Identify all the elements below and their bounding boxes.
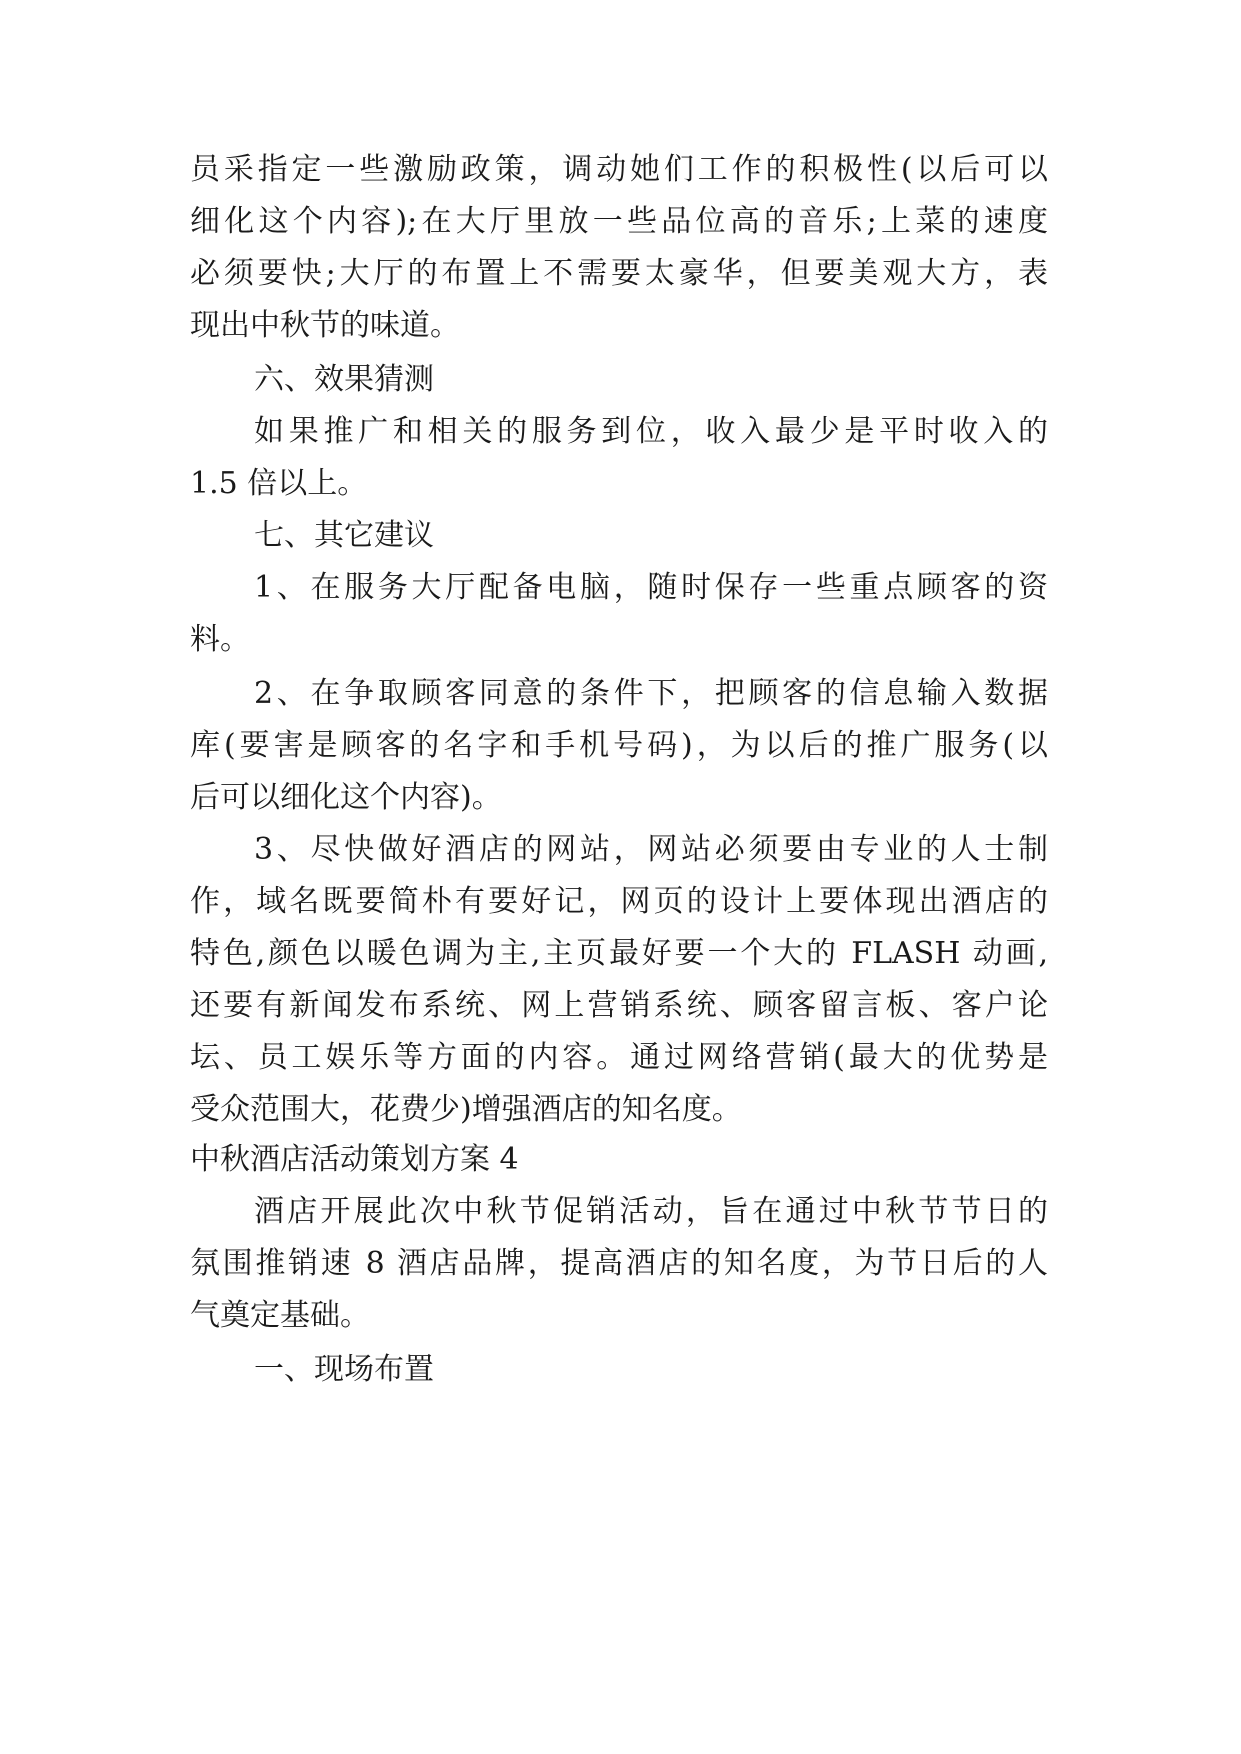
section-heading: 七、其它建议 <box>254 518 434 553</box>
body-text-line: 酒店开展此次中秋节促销活动，旨在通过中秋节节日的 <box>254 1194 1048 1229</box>
body-text-line: 后可以细化这个内容)。 <box>190 780 502 815</box>
body-text-line: 氛围推销速 8 酒店品牌，提高酒店的知名度，为节日后的人 <box>190 1246 1048 1281</box>
body-text-line: 2、在争取顾客同意的条件下，把顾客的信息输入数据 <box>254 676 1048 711</box>
body-text-line: 还要有新闻发布系统、网上营销系统、顾客留言板、客户论 <box>190 988 1048 1023</box>
body-text-line: 必须要快;大厅的布置上不需要太豪华，但要美观大方，表 <box>190 256 1048 291</box>
body-text-line: 1、在服务大厅配备电脑，随时保存一些重点顾客的资 <box>254 570 1048 605</box>
body-text-line: 库(要害是顾客的名字和手机号码)，为以后的推广服务(以 <box>190 728 1048 763</box>
body-text-line: 料。 <box>190 622 250 657</box>
body-text-line: 现出中秋节的味道。 <box>190 308 460 343</box>
body-text-line: 受众范围大，花费少)增强酒店的知名度。 <box>190 1092 742 1127</box>
body-text-line: 特色,颜色以暖色调为主,主页最好要一个大的 FLASH 动画, <box>190 936 1048 971</box>
section-heading: 一、现场布置 <box>254 1352 434 1387</box>
body-text-line: 作，域名既要简朴有要好记，网页的设计上要体现出酒店的 <box>190 884 1048 919</box>
body-text-line: 坛、员工娱乐等方面的内容。通过网络营销(最大的优势是 <box>190 1040 1048 1075</box>
section-title: 中秋酒店活动策划方案 4 <box>190 1142 519 1177</box>
section-heading: 六、效果猜测 <box>254 362 434 397</box>
body-text-line: 细化这个内容);在大厅里放一些品位高的音乐;上菜的速度 <box>190 204 1048 239</box>
body-text-line: 气奠定基础。 <box>190 1298 370 1333</box>
body-text-line: 1.5 倍以上。 <box>190 466 368 501</box>
body-text-line: 如果推广和相关的服务到位，收入最少是平时收入的 <box>254 414 1048 449</box>
body-text-line: 3、尽快做好酒店的网站，网站必须要由专业的人士制 <box>254 832 1048 867</box>
body-text-line: 员采指定一些激励政策，调动她们工作的积极性(以后可以 <box>190 152 1048 187</box>
